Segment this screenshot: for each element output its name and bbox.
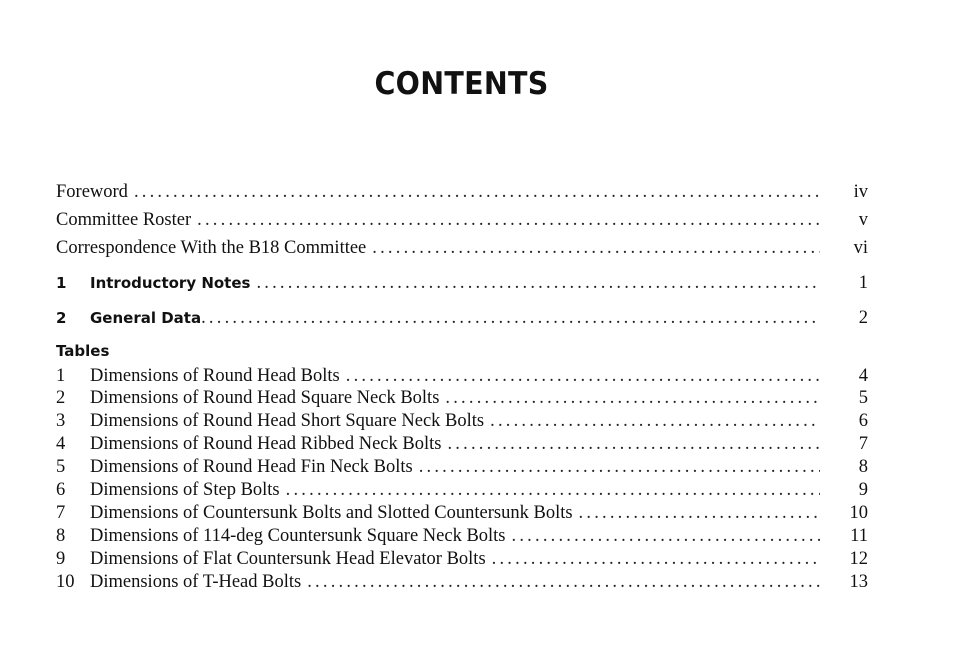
toc-table-number: 7 xyxy=(56,503,66,523)
toc-table-entry[interactable] xyxy=(56,548,868,570)
toc-table-number: 6 xyxy=(56,480,66,500)
leader-dots xyxy=(201,307,820,329)
toc-table-label: Dimensions of Round Head Fin Neck Bolts xyxy=(90,457,413,477)
toc-table-entry[interactable] xyxy=(56,571,868,593)
leader-dots xyxy=(256,272,820,294)
toc-table-number: 5 xyxy=(56,457,66,477)
leader-dots xyxy=(490,410,820,432)
leader-dots xyxy=(445,387,820,409)
toc-section-general-data[interactable] xyxy=(56,307,868,329)
toc-page-number: 11 xyxy=(850,526,868,546)
toc-page-number: 7 xyxy=(858,434,868,454)
toc-section-number: 1 xyxy=(56,274,67,292)
toc-page-number: 1 xyxy=(858,273,868,293)
leader-dots xyxy=(419,456,820,478)
toc-page-number: 5 xyxy=(858,388,868,408)
toc-table-entry[interactable] xyxy=(56,456,868,478)
toc-table-number: 10 xyxy=(56,572,75,592)
toc-table-number: 2 xyxy=(56,388,66,408)
toc-page-number: 12 xyxy=(849,549,868,569)
toc-table-number: 9 xyxy=(56,549,66,569)
page-title: CONTENTS xyxy=(374,66,549,102)
toc-table-label: Dimensions of Round Head Ribbed Neck Bolts xyxy=(90,434,442,454)
toc-entry-label: Foreword xyxy=(56,182,128,202)
leader-dots xyxy=(512,525,820,547)
toc-table-entry[interactable] xyxy=(56,365,868,387)
toc-table-label: Dimensions of Round Head Bolts xyxy=(90,366,340,386)
toc-table-number: 3 xyxy=(56,411,66,431)
toc-page-number: v xyxy=(858,210,868,230)
leader-dots xyxy=(492,548,820,570)
leader-dots xyxy=(307,571,820,593)
toc-page-number: 13 xyxy=(849,572,868,592)
toc-entry-label: Correspondence With the B18 Committee xyxy=(56,238,367,258)
toc-entry-label: Committee Roster xyxy=(56,210,192,230)
leader-dots xyxy=(346,365,820,387)
tables-heading: Tables xyxy=(56,342,110,360)
toc-table-label: Dimensions of Flat Countersunk Head Elevator Bolts xyxy=(90,549,486,569)
toc-entry-correspondence[interactable] xyxy=(56,237,868,259)
toc-entry-foreword[interactable] xyxy=(56,181,868,203)
toc-section-label: General Data xyxy=(90,309,202,327)
leader-dots xyxy=(197,209,820,231)
leader-dots xyxy=(579,502,820,524)
toc-table-entry[interactable] xyxy=(56,479,868,501)
toc-page-number: 10 xyxy=(849,503,868,523)
toc-page-number: 9 xyxy=(858,480,868,500)
toc-entry-committee-roster[interactable] xyxy=(56,209,868,231)
toc-section-introductory-notes[interactable] xyxy=(56,272,868,294)
leader-dots xyxy=(286,479,820,501)
toc-table-entry[interactable] xyxy=(56,525,868,547)
toc-table-number: 1 xyxy=(56,366,66,386)
leader-dots xyxy=(447,433,820,455)
toc-section-label: Introductory Notes xyxy=(90,274,251,292)
toc-table-entry[interactable] xyxy=(56,502,868,524)
toc-table-number: 8 xyxy=(56,526,66,546)
toc-table-label: Dimensions of T-Head Bolts xyxy=(90,572,302,592)
toc-page-number: iv xyxy=(853,182,868,202)
toc-section-number: 2 xyxy=(56,309,67,327)
toc-table-number: 4 xyxy=(56,434,66,454)
toc-page-number: 2 xyxy=(858,308,868,328)
toc-page-number: vi xyxy=(853,238,868,258)
toc-table-label: Dimensions of Countersunk Bolts and Slotted Countersunk Bolts xyxy=(90,503,573,523)
toc-table-entry[interactable] xyxy=(56,387,868,409)
toc-table-label: Dimensions of 114-deg Countersunk Square Neck Bolts xyxy=(90,526,506,546)
toc-table-entry[interactable] xyxy=(56,433,868,455)
toc-table-entry[interactable] xyxy=(56,410,868,432)
toc-table-label: Dimensions of Round Head Short Square Neck Bolts xyxy=(90,411,485,431)
leader-dots xyxy=(134,181,820,203)
toc-page-number: 8 xyxy=(858,457,868,477)
toc-table-label: Dimensions of Round Head Square Neck Bolts xyxy=(90,388,440,408)
leader-dots xyxy=(372,237,820,259)
toc-table-label: Dimensions of Step Bolts xyxy=(90,480,280,500)
toc-page-number: 6 xyxy=(858,411,868,431)
toc-page-number: 4 xyxy=(858,366,868,386)
